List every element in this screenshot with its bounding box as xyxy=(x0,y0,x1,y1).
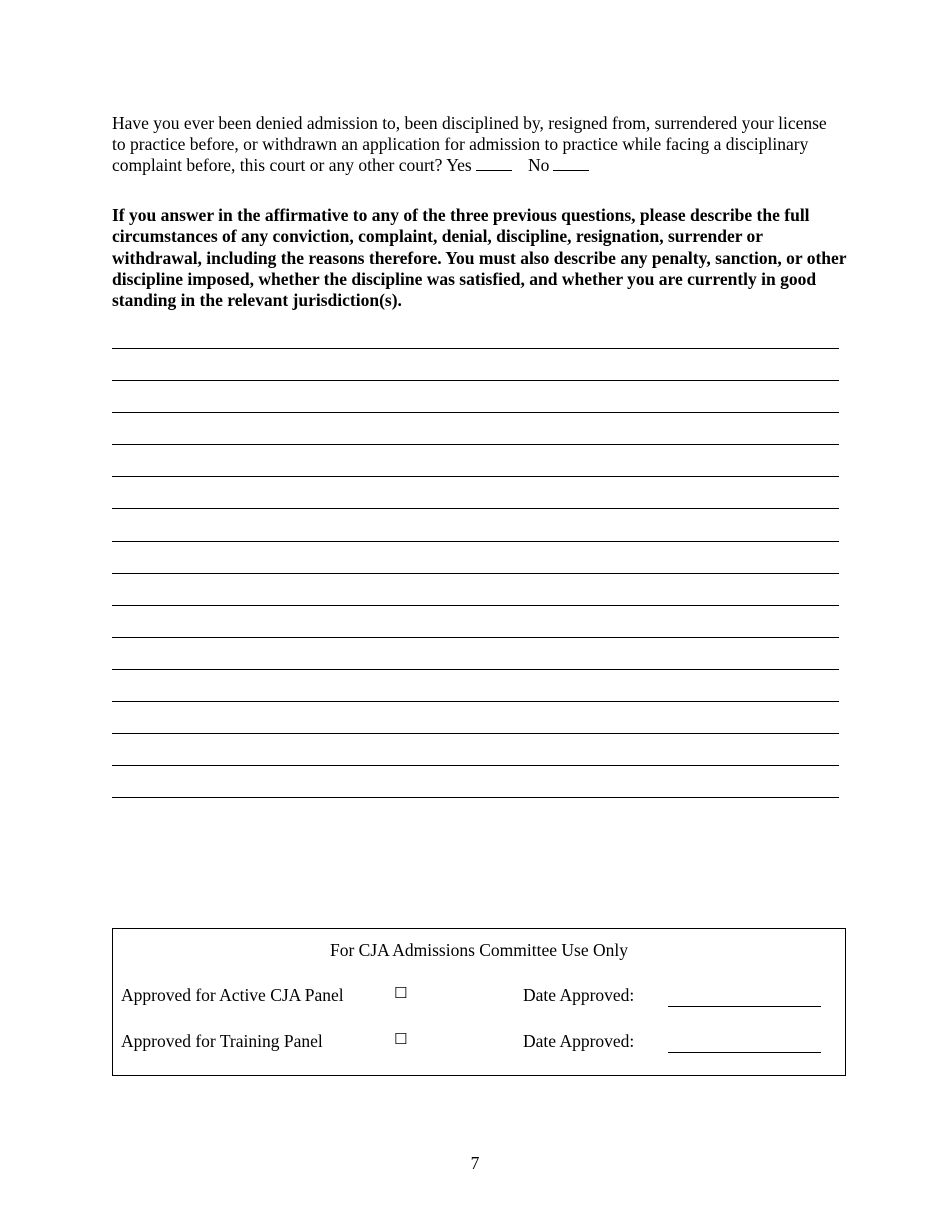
answer-line[interactable] xyxy=(112,607,839,638)
affirmative-instructions: If you answer in the affirmative to any of the three previous questions, please describe the full circumstances of any conviction, complaint, denial, discipline, resignation, surrender or withdrawal, including the reasons therefore. You must also describe any penalty, sanction, or other discipline imposed, whether the discipline was satisfied, and whether you are currently in good standing in the relevant jurisdiction(s). xyxy=(112,205,847,311)
page-number: 7 xyxy=(470,1153,480,1173)
answer-line[interactable] xyxy=(112,671,839,702)
active-panel-date-label: Date Approved: xyxy=(523,985,635,1005)
answer-line[interactable] xyxy=(112,575,839,606)
answer-lines xyxy=(112,318,839,799)
no-answer-blank[interactable] xyxy=(553,156,589,171)
answer-line[interactable] xyxy=(112,414,839,445)
answer-line[interactable] xyxy=(112,511,839,542)
disciplinary-question xyxy=(112,113,842,176)
answer-line[interactable] xyxy=(112,318,839,349)
question-text: Have you ever been denied admission to, been disciplined by, resigned from, surrendered your license to practice before, or withdrawn an application for admission to practice while facing a disciplinary complaint before, this court or any other court? xyxy=(112,113,827,175)
answer-line[interactable] xyxy=(112,543,839,574)
committee-title: For CJA Admissions Committee Use Only xyxy=(329,940,628,960)
active-panel-label: Approved for Active CJA Panel xyxy=(121,985,344,1005)
answer-line[interactable] xyxy=(112,639,839,670)
answer-line[interactable] xyxy=(112,446,839,477)
training-panel-date-field[interactable] xyxy=(668,1052,821,1053)
answer-line[interactable] xyxy=(112,703,839,734)
answer-line[interactable] xyxy=(112,735,839,766)
no-label: No xyxy=(528,155,550,175)
answer-line[interactable] xyxy=(112,382,839,413)
committee-use-box xyxy=(112,928,846,1076)
yes-answer-blank[interactable] xyxy=(476,156,512,171)
training-panel-row xyxy=(113,1031,845,1055)
active-panel-date-field[interactable] xyxy=(668,1006,821,1007)
active-panel-checkbox[interactable]: ☐ xyxy=(394,984,408,1002)
training-panel-checkbox[interactable]: ☐ xyxy=(394,1030,408,1048)
answer-line[interactable] xyxy=(112,350,839,381)
training-panel-label: Approved for Training Panel xyxy=(121,1031,323,1051)
yes-label: Yes xyxy=(446,155,472,175)
training-panel-date-label: Date Approved: xyxy=(523,1031,635,1051)
active-panel-row xyxy=(113,985,845,1009)
answer-line[interactable] xyxy=(112,478,839,509)
answer-line[interactable] xyxy=(112,767,839,798)
